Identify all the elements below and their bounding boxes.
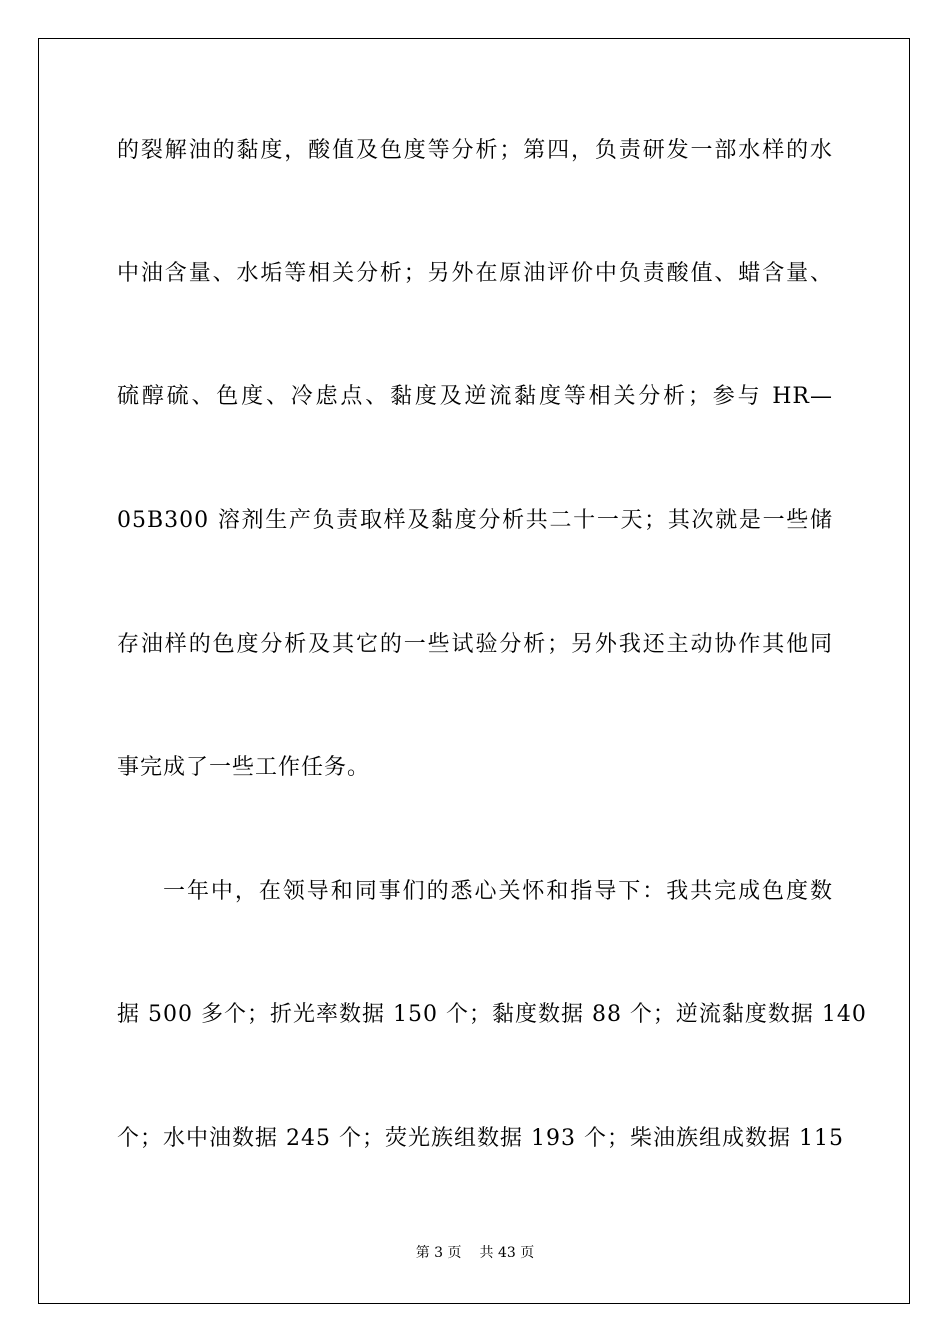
page-footer (0, 1243, 950, 1263)
body-text-line: 据 500 多个；折光率数据 150 个；黏度数据 88 个；逆流黏度数据 140 (117, 1002, 867, 1027)
body-text-line-indented: 一年中，在领导和同事们的悉心关怀和指导下：我共完成色度数 (163, 879, 833, 904)
body-text-line: 中油含量、水垢等相关分析；另外在原油评价中负责酸值、蜡含量、 (117, 261, 833, 286)
body-text-line: 05B300 溶剂生产负责取样及黏度分析共二十一天；其次就是一些储 (117, 508, 833, 533)
body-text-line: 硫醇硫、色度、冷虑点、黏度及逆流黏度等相关分析；参与 HR— (117, 384, 833, 409)
body-text-line: 存油样的色度分析及其它的一些试验分析；另外我还主动协作其他同 (117, 632, 833, 657)
page-total: 共 43 页 (479, 1245, 535, 1261)
body-text-line: 个；水中油数据 245 个；荧光族组数据 193 个；柴油族组成数据 115 (117, 1126, 844, 1151)
body-text-line: 事完成了一些工作任务。 (117, 755, 371, 780)
page-border (38, 38, 910, 1304)
body-text-line: 的裂解油的黏度，酸值及色度等分析；第四，负责研发一部水样的水 (117, 138, 833, 163)
page-number: 第 3 页 (415, 1245, 462, 1261)
